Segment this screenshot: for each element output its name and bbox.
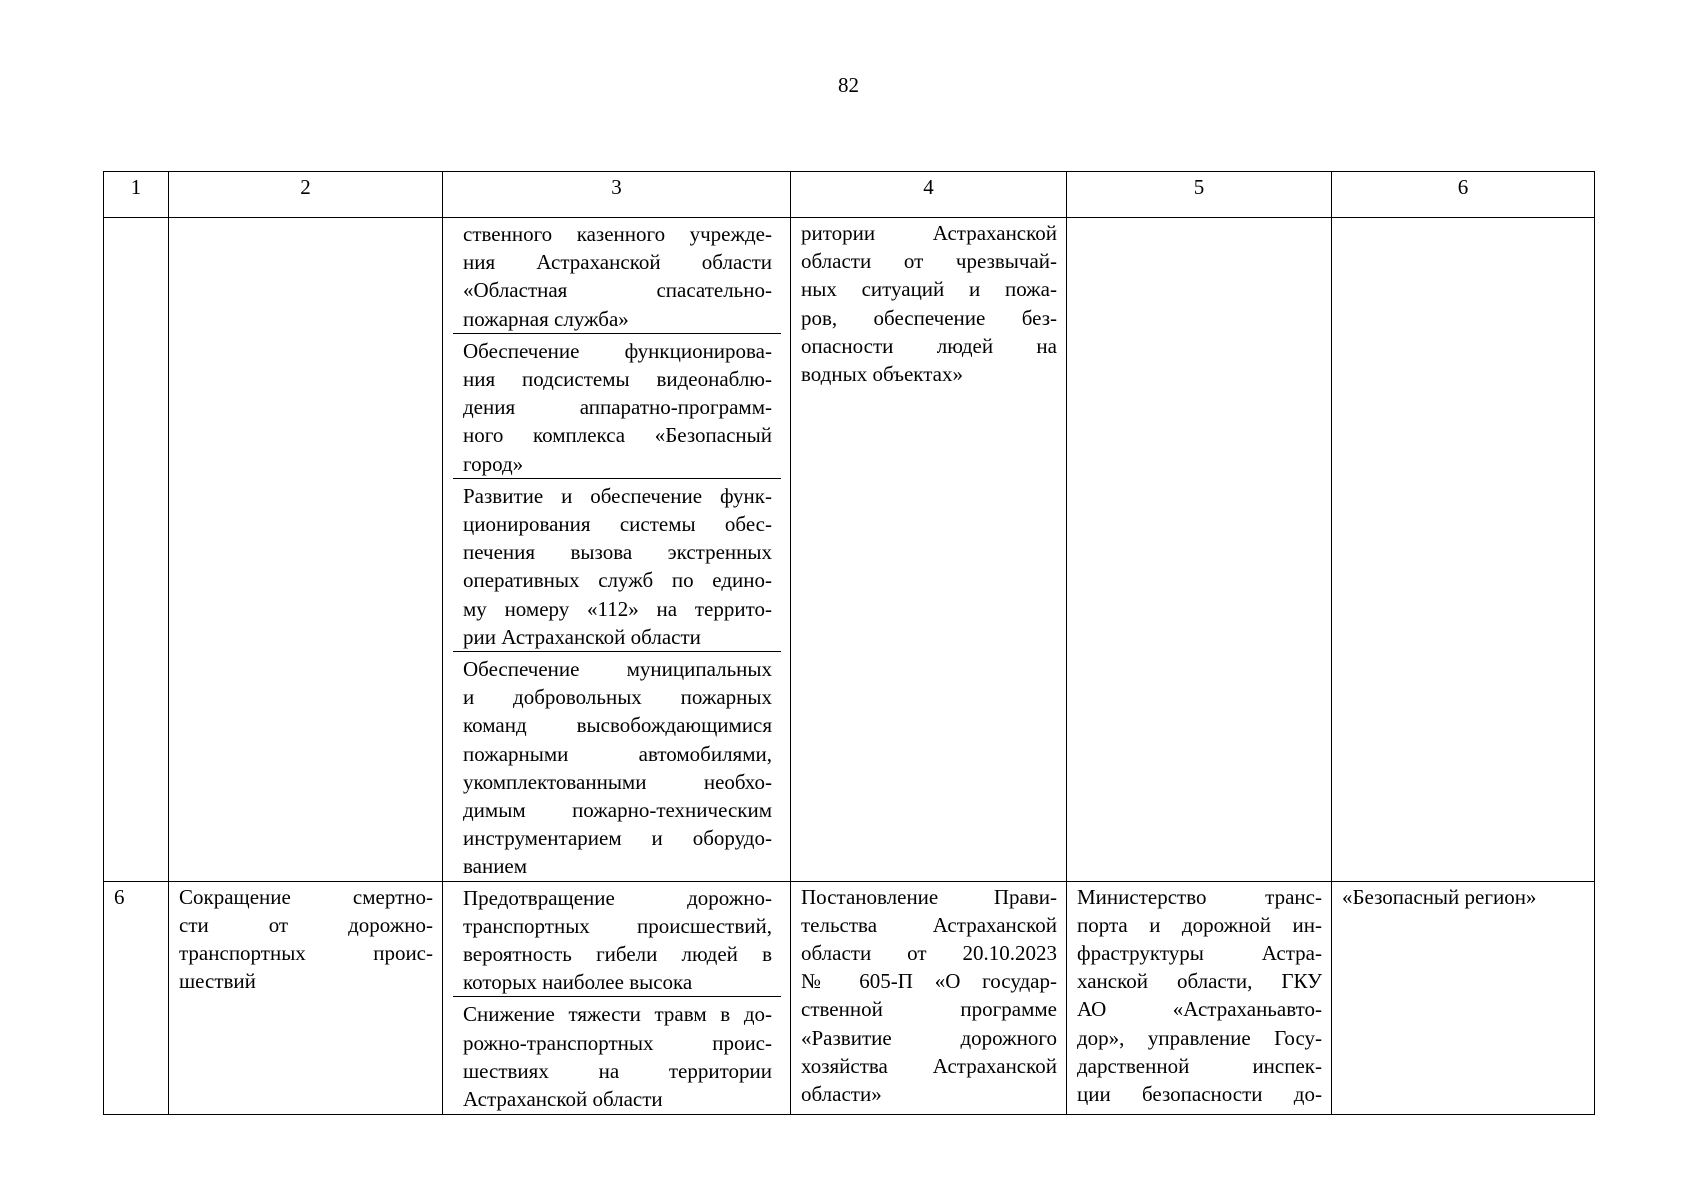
- text-line: вероятность гибели людей в: [463, 942, 772, 967]
- text-line: ров, обеспечение без-: [801, 305, 1057, 330]
- text-line: укомплектованными необхо-: [463, 769, 772, 794]
- executor-cell: [1067, 218, 1332, 882]
- text-line: области от 20.10.2023: [801, 941, 1057, 966]
- text-line: Астраханской области: [463, 1087, 663, 1112]
- text-line: Министерство транс-: [1077, 884, 1322, 909]
- text-line: опасности людей на: [801, 333, 1057, 358]
- text-line: области»: [801, 1082, 882, 1107]
- header-cell: 1: [104, 172, 169, 218]
- text-line: ния подсистемы видеонаблю-: [463, 367, 772, 392]
- measure-item: [453, 333, 781, 478]
- text-line: Предотвращение дорожно-: [463, 885, 772, 910]
- text-line: дарственной инспек-: [1077, 1053, 1322, 1078]
- page-number: 82: [838, 73, 859, 97]
- measure-item: [453, 219, 781, 333]
- text-line: пожарными автомобилями,: [463, 741, 772, 766]
- text-line: му номеру «112» на террито-: [463, 596, 772, 621]
- text-line: оперативных служб по едино-: [463, 568, 772, 593]
- text-line: тельства Астраханской: [801, 912, 1057, 937]
- text-line: дения аппаратно-программ-: [463, 395, 772, 420]
- header-cell: 6: [1332, 172, 1595, 218]
- measure-item: [453, 651, 781, 881]
- text-line: транспортных проис-: [179, 941, 433, 966]
- text-line: «Безопасный регион»: [1342, 884, 1537, 909]
- text-line: хозяйства Астраханской: [801, 1053, 1057, 1078]
- text-line: водных объектах»: [801, 362, 963, 387]
- text-line: Обеспечение муниципальных: [463, 657, 772, 682]
- task-cell: [169, 881, 443, 1114]
- executor-cell: [1067, 881, 1332, 1114]
- text-line: ханской области, ГКУ: [1077, 969, 1322, 994]
- project-cell: [1332, 881, 1595, 1114]
- task-cell: [169, 218, 443, 882]
- header-cell: 4: [791, 172, 1067, 218]
- text-line: области от чрезвычай-: [801, 249, 1057, 274]
- header-cell: 3: [443, 172, 791, 218]
- text-line: Обеспечение функционирова-: [463, 338, 772, 363]
- text-line: шествий: [179, 969, 256, 994]
- text-line: димым пожарно-техническим: [463, 798, 772, 823]
- text-line: ных ситуаций и пожа-: [801, 277, 1057, 302]
- regulation-cell: [791, 881, 1067, 1114]
- project-cell: [1332, 218, 1595, 882]
- measure-item: [453, 478, 781, 651]
- text-line: шествиях на территории: [463, 1058, 772, 1083]
- text-line: «Развитие дорожного: [801, 1025, 1057, 1050]
- text-line: ции безопасности до-: [1077, 1082, 1322, 1107]
- text-line: Постановление Прави-: [801, 884, 1057, 909]
- program-table: [103, 171, 1595, 1115]
- measures-cell: [443, 218, 791, 882]
- text-line: инструментарием и оборудо-: [463, 826, 772, 851]
- table-row: [104, 218, 1595, 882]
- text-line: порта и дорожной ин-: [1077, 912, 1322, 937]
- text-line: Снижение тяжести травм в до-: [463, 1002, 772, 1027]
- text-line: сти от дорожно-: [179, 912, 433, 937]
- text-line: ния Астраханской области: [463, 250, 772, 275]
- text-line: ционирования системы обес-: [463, 512, 772, 537]
- text-line: ственной программе: [801, 997, 1057, 1022]
- text-line: город»: [463, 451, 524, 476]
- text-line: которых наиболее высока: [463, 970, 693, 995]
- text-line: ного комплекса «Безопасный: [463, 423, 772, 448]
- text-line: дор», управление Госу-: [1077, 1025, 1322, 1050]
- text-line: Сокращение смертно-: [179, 884, 433, 909]
- text-line: ванием: [463, 854, 528, 879]
- measures-cell: [443, 881, 791, 1114]
- header-row: [104, 172, 1595, 218]
- text-line: № 605-П «О государ-: [801, 969, 1057, 994]
- text-line: пожарная служба»: [463, 306, 629, 331]
- text-line: ритории Астраханской: [801, 221, 1057, 245]
- text-line: ственного казенного учрежде-: [463, 222, 772, 246]
- measure-item: [453, 883, 781, 997]
- text-line: команд высвобождающимися: [463, 713, 772, 738]
- text-line: Развитие и обеспечение функ-: [463, 483, 772, 508]
- row-number-cell: 6: [104, 881, 169, 1114]
- text-line: рожно-транспортных проис-: [463, 1030, 772, 1055]
- text-line: рии Астраханской области: [463, 624, 701, 649]
- row-number-cell: [104, 218, 169, 882]
- text-line: АО «Астраханьавто-: [1077, 997, 1322, 1022]
- measure-item: [453, 996, 781, 1113]
- text-line: транспортных происшествий,: [463, 913, 772, 938]
- text-line: фраструктуры Астра-: [1077, 941, 1322, 966]
- text-line: печения вызова экстренных: [463, 540, 772, 565]
- header-cell: 5: [1067, 172, 1332, 218]
- regulation-cell: [791, 218, 1067, 882]
- header-cell: 2: [169, 172, 443, 218]
- text-line: и добровольных пожарных: [463, 685, 772, 710]
- table-row: [104, 881, 1595, 1114]
- text-line: «Областная спасательно-: [463, 278, 772, 303]
